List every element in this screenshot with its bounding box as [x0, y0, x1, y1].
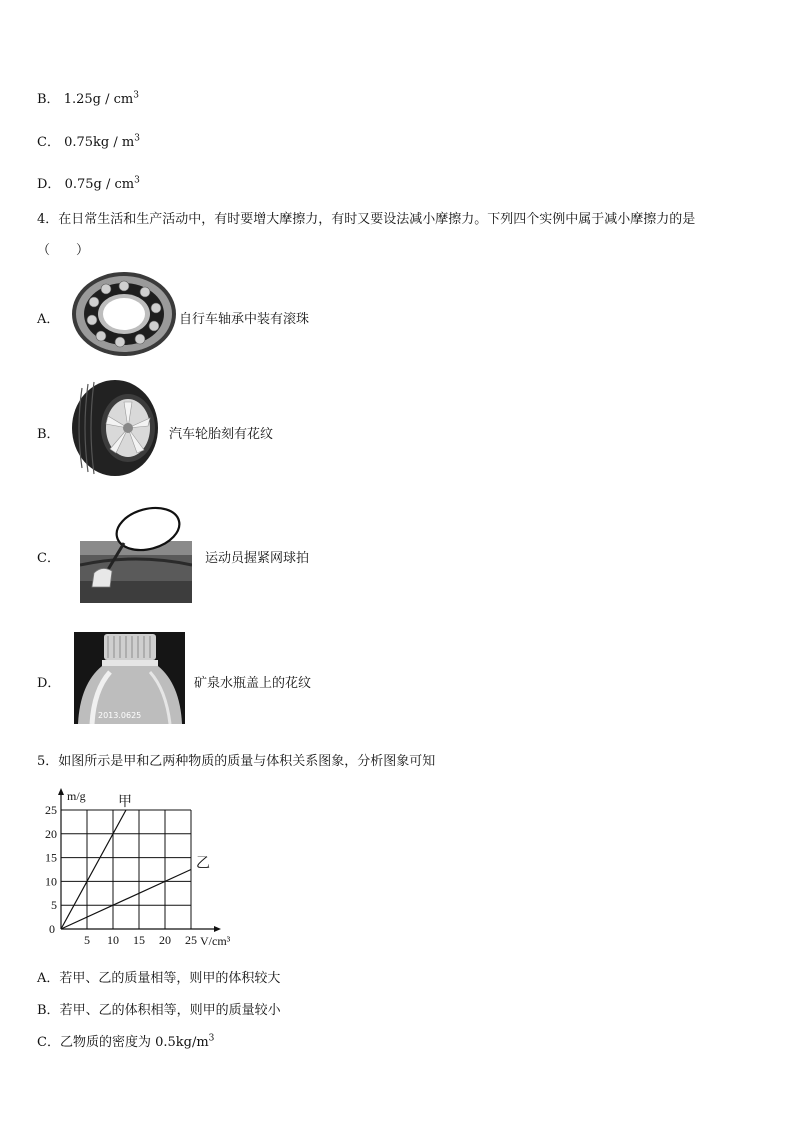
q4-option-a-caption: 自行车轴承中装有滚珠 — [179, 312, 310, 327]
ball-bearing-image — [70, 270, 178, 358]
option-text: 乙物质的密度为 0.5kg/m — [59, 1035, 209, 1050]
series-label-yi: 乙 — [196, 856, 210, 872]
q3-option-b — [37, 88, 139, 107]
origin-label: 0 — [49, 922, 55, 936]
option-letter: D． — [37, 177, 61, 192]
y-tick-label: 15 — [45, 850, 57, 865]
q4-answer-paren: （ ） — [37, 243, 90, 258]
option-text: 若甲、乙的质量相等，则甲的体积较大 — [59, 971, 281, 986]
x-tick-label: 15 — [133, 933, 145, 947]
q4-option-c-letter: C． — [37, 551, 60, 566]
y-tick-label: 10 — [45, 874, 57, 889]
x-tick-label: 20 — [159, 933, 171, 947]
x-tick-label: 10 — [107, 933, 119, 947]
x-axis-arrow — [214, 926, 221, 932]
superscript: 3 — [134, 175, 140, 186]
y-tick-label: 25 — [45, 803, 57, 817]
chart-grid — [61, 810, 191, 929]
option-text: 0.75kg / m — [64, 135, 135, 150]
chart-series — [61, 794, 210, 929]
option-letter: C． — [37, 135, 60, 150]
superscript: 3 — [134, 133, 140, 144]
tennis-racket-image — [80, 503, 192, 603]
mass-volume-chart — [30, 785, 250, 950]
option-text: 若甲、乙的体积相等，则甲的质量较小 — [59, 1003, 281, 1018]
photo-date-stamp: 2013.0625 — [98, 711, 142, 720]
option-letter: A． — [37, 971, 60, 986]
series-line-yi — [61, 870, 191, 930]
option-letter: C． — [37, 1035, 60, 1050]
q4-option-d-letter: D． — [37, 676, 61, 691]
series-line-jia — [61, 810, 126, 929]
x-axis-label: V/cm³ — [200, 934, 231, 948]
superscript: 3 — [208, 1033, 215, 1044]
y-tick-label: 20 — [45, 826, 57, 841]
q4-stem: 4．在日常生活和生产活动中，有时要增大摩擦力，有时又要设法减小摩擦力。下列四个实例中属于减小摩擦力的是 — [37, 212, 696, 227]
superscript: 3 — [133, 90, 139, 101]
q4-option-b-caption: 汽车轮胎刻有花纹 — [169, 427, 274, 442]
series-label-jia: 甲 — [118, 795, 132, 810]
q4-option-c-caption: 运动员握紧网球拍 — [205, 551, 310, 566]
y-axis-label: m/g — [67, 789, 86, 803]
q3-option-c — [37, 131, 140, 150]
x-tick-label: 25 — [185, 933, 197, 947]
q5-option-b — [37, 999, 281, 1018]
q3-option-d — [37, 173, 140, 192]
q5-stem: 5．如图所示是甲和乙两种物质的质量与体积关系图象，分析图象可知 — [37, 754, 436, 769]
q4-option-a-letter: A． — [37, 312, 60, 327]
car-tire-image — [70, 378, 160, 478]
q4-option-b-letter: B． — [37, 427, 60, 442]
option-text: 1.25g / cm — [63, 92, 134, 107]
option-letter: B． — [37, 1003, 60, 1018]
x-tick-label: 5 — [84, 933, 90, 947]
q5-option-a — [37, 967, 280, 986]
q4-option-d-caption: 矿泉水瓶盖上的花纹 — [194, 676, 312, 691]
y-axis-arrow — [58, 788, 64, 795]
y-tick-label: 5 — [51, 898, 57, 913]
water-bottle-image — [74, 632, 185, 724]
q5-option-c — [37, 1031, 214, 1050]
option-letter: B． — [37, 92, 60, 107]
option-text: 0.75g / cm — [64, 177, 135, 192]
